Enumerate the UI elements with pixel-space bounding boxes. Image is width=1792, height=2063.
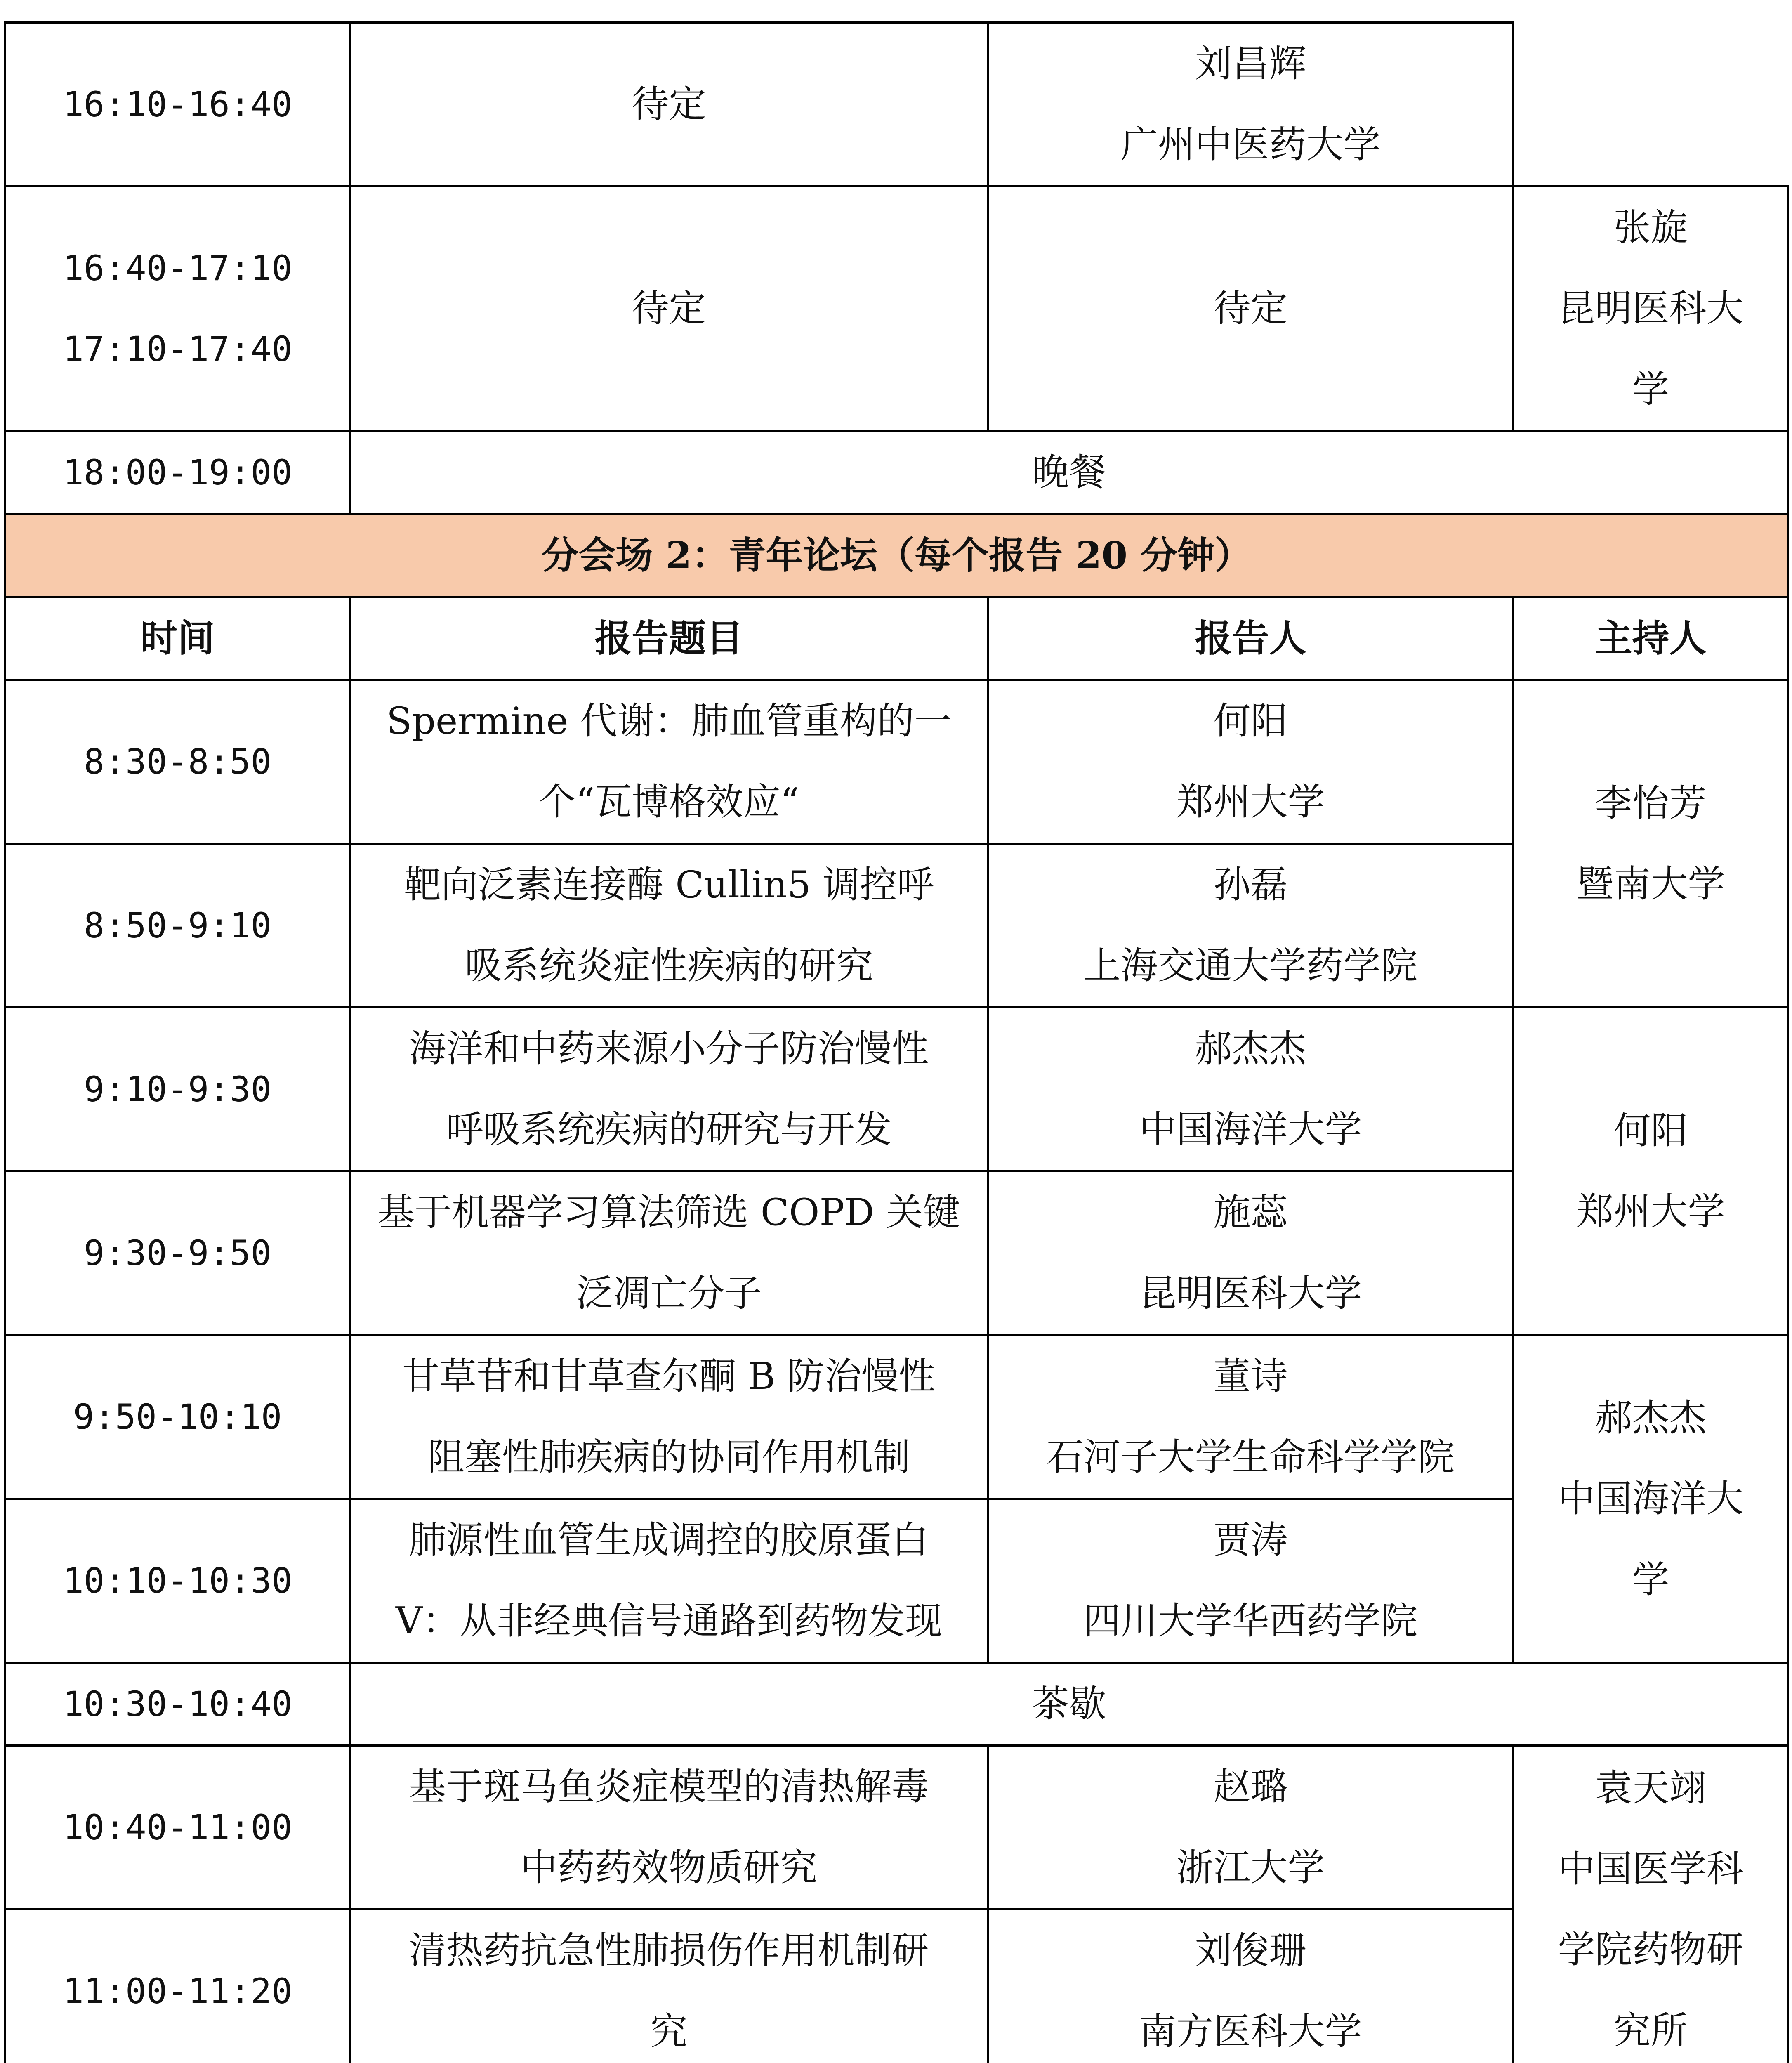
title-cell: 待定 xyxy=(350,186,988,431)
title-cell: 甘草苷和甘草查尔酮 B 防治慢性 阻塞性肺疾病的协同作用机制 xyxy=(350,1335,988,1499)
host-cell: 李怡芳 暨南大学 xyxy=(1514,680,1788,1008)
time-cell: 10:40-11:00 xyxy=(5,1746,350,1910)
speaker-cell: 贾涛 四川大学华西药学院 xyxy=(988,1499,1514,1663)
header-speaker: 报告人 xyxy=(988,597,1514,680)
time-cell: 8:30-8:50 xyxy=(5,680,350,844)
speaker-cell: 何阳 郑州大学 xyxy=(988,680,1514,844)
tea-break-label: 茶歇 xyxy=(350,1663,1788,1746)
table-row xyxy=(5,23,1788,186)
host-cell: 袁天翊 中国医学科 学院药物研 究所 xyxy=(1514,1746,1788,2063)
title-cell: 基于机器学习算法筛选 COPD 关键 泛凋亡分子 xyxy=(350,1171,988,1335)
title-cell: Spermine 代谢：肺血管重构的一 个“瓦博格效应“ xyxy=(350,680,988,844)
speaker-cell: 刘昌辉 广州中医药大学 xyxy=(988,23,1514,186)
host-cell-empty xyxy=(1514,23,1788,186)
host-cell: 郝杰杰 中国海洋大 学 xyxy=(1514,1335,1788,1663)
time-cell: 18:00-19:00 xyxy=(5,431,350,514)
dinner-row xyxy=(5,431,1788,514)
table-row xyxy=(5,186,1788,431)
header-title: 报告题目 xyxy=(350,597,988,680)
speaker-cell: 刘俊珊 南方医科大学 xyxy=(988,1910,1514,2063)
table-row xyxy=(5,1335,1788,1499)
table-row xyxy=(5,1008,1788,1171)
speaker-cell: 郝杰杰 中国海洋大学 xyxy=(988,1008,1514,1171)
table-row xyxy=(5,680,1788,844)
session-band-row xyxy=(5,514,1788,597)
speaker-cell: 待定 xyxy=(988,186,1514,431)
time-cell: 9:10-9:30 xyxy=(5,1008,350,1171)
title-cell: 肺源性血管生成调控的胶原蛋白 V：从非经典信号通路到药物发现 xyxy=(350,1499,988,1663)
time-cell: 16:40-17:10 17:10-17:40 xyxy=(5,186,350,431)
time-cell: 8:50-9:10 xyxy=(5,844,350,1008)
host-cell: 何阳 郑州大学 xyxy=(1514,1008,1788,1335)
time-cell: 9:30-9:50 xyxy=(5,1171,350,1335)
table-row xyxy=(5,1746,1788,1910)
header-row xyxy=(5,597,1788,680)
speaker-cell: 孙磊 上海交通大学药学院 xyxy=(988,844,1514,1008)
time-cell: 10:10-10:30 xyxy=(5,1499,350,1663)
time-cell: 11:00-11:20 xyxy=(5,1910,350,2063)
title-cell: 基于斑马鱼炎症模型的清热解毒 中药药效物质研究 xyxy=(350,1746,988,1910)
schedule-table xyxy=(4,21,1789,2063)
title-cell: 靶向泛素连接酶 Cullin5 调控呼 吸系统炎症性疾病的研究 xyxy=(350,844,988,1008)
speaker-cell: 施蕊 昆明医科大学 xyxy=(988,1171,1514,1335)
title-cell: 海洋和中药来源小分子防治慢性 呼吸系统疾病的研究与开发 xyxy=(350,1008,988,1171)
header-host: 主持人 xyxy=(1514,597,1788,680)
time-cell: 10:30-10:40 xyxy=(5,1663,350,1746)
tea-break-row xyxy=(5,1663,1788,1746)
time-cell: 9:50-10:10 xyxy=(5,1335,350,1499)
dinner-label: 晚餐 xyxy=(350,431,1788,514)
time-cell: 16:10-16:40 xyxy=(5,23,350,186)
session-title: 分会场 2：青年论坛（每个报告 20 分钟） xyxy=(5,514,1788,597)
speaker-cell: 赵璐 浙江大学 xyxy=(988,1746,1514,1910)
host-cell: 张旋 昆明医科大 学 xyxy=(1514,186,1788,431)
speaker-cell: 董诗 石河子大学生命科学学院 xyxy=(988,1335,1514,1499)
header-time: 时间 xyxy=(5,597,350,680)
title-cell: 清热药抗急性肺损伤作用机制研 究 xyxy=(350,1910,988,2063)
title-cell: 待定 xyxy=(350,23,988,186)
